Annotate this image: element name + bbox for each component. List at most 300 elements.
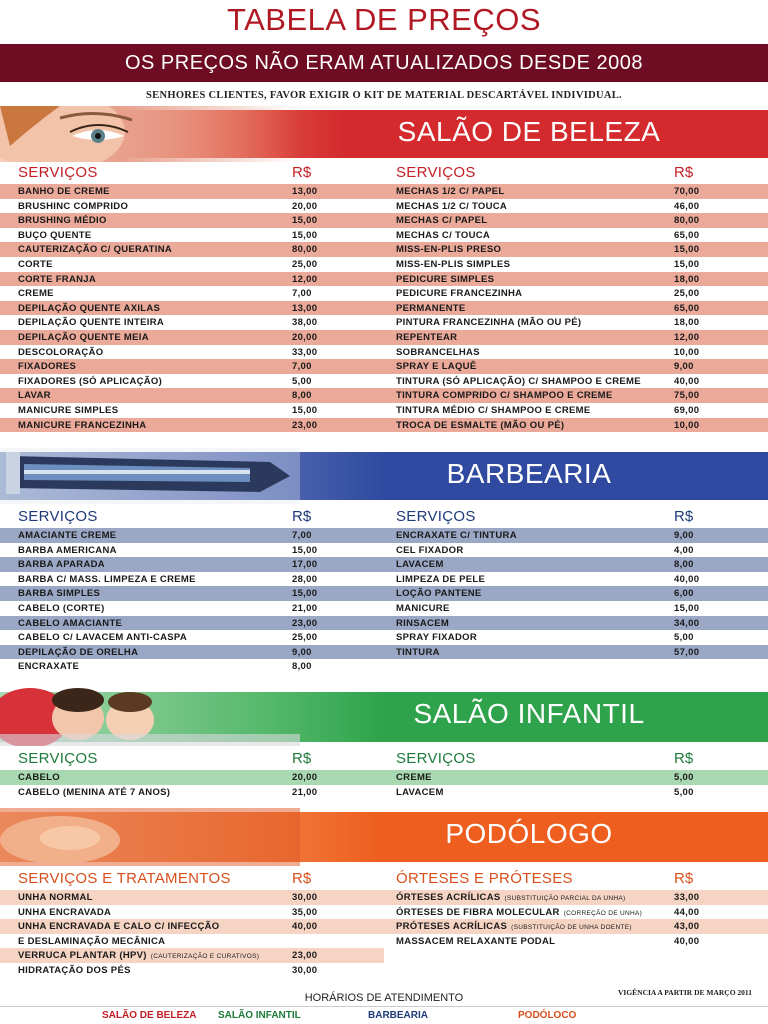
column-header	[384, 868, 768, 890]
service-price: 33,00	[674, 892, 700, 903]
table-row	[384, 257, 768, 272]
table-row	[384, 184, 768, 199]
service-name	[396, 787, 444, 798]
service-name	[18, 390, 51, 401]
service-price: 8,00	[292, 390, 312, 402]
service-name	[396, 420, 564, 431]
service-price: 15,00	[292, 588, 318, 600]
table-row	[384, 557, 768, 572]
service-name-text: MECHAS 1/2 C/ PAPEL	[396, 186, 505, 197]
table-row	[0, 616, 384, 631]
service-price: 20,00	[292, 772, 318, 783]
table-row	[0, 257, 384, 272]
service-name	[396, 618, 449, 629]
table-row	[0, 199, 384, 214]
service-price: 5,00	[674, 632, 694, 644]
podologo-left-column	[0, 868, 384, 978]
service-name-text: CABELO (CORTE)	[18, 602, 105, 614]
header-services: SERVIÇOS	[18, 750, 98, 767]
section-title-salao: SALÃO DE BELEZA	[397, 116, 661, 147]
service-name-text: MASSACEM RELAXANTE PODAL	[396, 935, 556, 947]
service-name	[18, 361, 76, 372]
service-name	[18, 201, 128, 212]
service-price: 9,00	[292, 646, 312, 658]
banner-podologo	[0, 808, 768, 866]
subtitle-bar: OS PREÇOS NÃO ERAM ATUALIZADOS DESDE 2008	[0, 44, 768, 82]
service-name	[396, 215, 487, 226]
service-name-text: ÓRTESES DE FIBRA MOLECULAR	[396, 906, 560, 918]
service-name-text: BUÇO QUENTE	[18, 229, 92, 241]
service-name-text: PRÓTESES ACRÍLICAS	[396, 921, 508, 933]
service-name-text: MECHAS C/ PAPEL	[396, 215, 488, 227]
table-row	[384, 374, 768, 389]
woman-face-photo	[0, 106, 300, 162]
salao-left-column	[0, 162, 384, 432]
service-name-text: ÓRTESES ACRÍLICAS	[396, 892, 501, 903]
service-price: 7,00	[292, 530, 312, 541]
service-name-text: RINSACEM	[396, 617, 450, 629]
page-title: TABELA DE PREÇOS	[226, 2, 542, 37]
service-price: 30,00	[292, 892, 318, 903]
service-name	[396, 259, 510, 270]
table-row	[384, 890, 768, 905]
service-name	[18, 405, 118, 416]
service-price: 75,00	[674, 390, 700, 402]
service-name-text: ENCRAXATE	[18, 661, 80, 673]
service-name	[18, 787, 170, 798]
table-row	[0, 272, 384, 287]
service-price: 8,00	[674, 559, 694, 571]
service-price: 44,00	[674, 906, 700, 918]
infantil-left-column	[0, 748, 384, 799]
table-row	[0, 528, 384, 543]
service-name	[18, 186, 110, 197]
table-row	[384, 905, 768, 920]
service-name	[18, 288, 54, 299]
service-name-text: CABELO	[18, 772, 60, 783]
table-row	[384, 272, 768, 287]
table-row	[0, 785, 384, 800]
table-row	[384, 228, 768, 243]
service-name-text: CABELO AMACIANTE	[18, 617, 123, 629]
notice-text: SENHORES CLIENTES, FAVOR EXIGIR O KIT DE MATERIAL DESCARTÁVEL INDIVIDUAL.	[146, 90, 622, 101]
table-row	[0, 963, 384, 978]
service-name	[18, 530, 116, 541]
service-name	[396, 588, 482, 599]
service-name	[396, 647, 440, 658]
table-row	[384, 586, 768, 601]
service-price: 12,00	[292, 273, 318, 285]
service-name	[18, 661, 79, 672]
service-name-text: BRUSHING MÉDIO	[18, 215, 107, 227]
service-name	[18, 230, 92, 241]
service-name	[396, 632, 477, 643]
banner-infantil	[0, 688, 768, 746]
table-row	[384, 418, 768, 433]
service-name	[396, 405, 591, 416]
service-price: 20,00	[292, 200, 318, 212]
service-name-text: BARBA APARADA	[18, 559, 105, 571]
service-name	[396, 244, 501, 255]
service-name	[396, 772, 432, 783]
footer-item-infantil: SALÃO INFANTIL	[218, 1010, 301, 1021]
service-name-text: TINTURA MÉDIO C/ SHAMPOO E CREME	[396, 404, 591, 416]
service-name	[18, 647, 138, 658]
service-price: 25,00	[674, 288, 700, 300]
service-name-text: REPENTEAR	[396, 331, 458, 343]
service-price: 9,00	[674, 530, 694, 541]
service-name-text: CABELO (MENINA ATÉ 7 ANOS)	[18, 786, 171, 798]
service-name	[18, 420, 146, 431]
table-row	[384, 770, 768, 785]
service-price: 15,00	[292, 404, 318, 416]
service-price: 20,00	[292, 331, 318, 343]
service-name	[18, 274, 96, 285]
table-row	[0, 301, 384, 316]
service-name-text: UNHA NORMAL	[18, 892, 93, 903]
service-name	[396, 376, 641, 387]
service-name-text: TINTURA	[396, 646, 440, 658]
table-row	[384, 528, 768, 543]
service-price: 4,00	[674, 544, 694, 556]
service-name	[18, 907, 111, 918]
service-name	[18, 772, 60, 783]
service-price: 65,00	[674, 229, 700, 241]
section-title-barbearia: BARBEARIA	[446, 458, 612, 489]
service-price: 43,00	[674, 921, 700, 933]
salao-right-column	[384, 162, 768, 432]
table-row	[384, 572, 768, 587]
table-row	[0, 315, 384, 330]
service-name	[18, 545, 117, 556]
service-name-text: TROCA DE ESMALTE (MÃO OU PÉ)	[396, 419, 565, 431]
service-price: 40,00	[674, 573, 700, 585]
barbearia-left-column	[0, 506, 384, 674]
podologo-right-column	[384, 868, 768, 948]
table-row	[384, 616, 768, 631]
service-name-text: ENCRAXATE C/ TINTURA	[396, 530, 517, 541]
service-price: 15,00	[674, 258, 700, 270]
service-name	[396, 907, 642, 918]
service-name-text: CREME	[18, 288, 54, 300]
table-row	[0, 374, 384, 389]
table-row	[384, 315, 768, 330]
table-row	[0, 586, 384, 601]
table-row	[384, 543, 768, 558]
service-name-text: CAUTERIZAÇÃO C/ QUERATINA	[18, 244, 173, 256]
service-name	[18, 347, 103, 358]
service-price: 69,00	[674, 404, 700, 416]
service-name-text: BANHO DE CREME	[18, 186, 110, 197]
table-row	[384, 345, 768, 360]
service-name-text: PINTURA FRANCEZINHA (MÃO OU PÉ)	[396, 317, 582, 329]
table-row	[384, 286, 768, 301]
service-name-text: BARBA SIMPLES	[18, 588, 101, 600]
column-header	[0, 748, 384, 770]
service-price: 57,00	[674, 646, 700, 658]
header-services: ÓRTESES E PRÓTESES	[396, 870, 573, 887]
service-price: 15,00	[292, 229, 318, 241]
service-name	[396, 559, 444, 570]
header-price: R$	[674, 164, 694, 181]
service-name-text: DEPILAÇÃO DE ORELHA	[18, 646, 139, 658]
service-name	[396, 317, 581, 328]
service-name-text: HIDRATAÇÃO DOS PÉS	[18, 964, 131, 976]
service-name-text: LAVACEM	[396, 559, 444, 571]
service-name	[18, 215, 107, 226]
service-price: 38,00	[292, 317, 318, 329]
table-row	[384, 645, 768, 660]
service-price: 5,00	[674, 772, 694, 783]
footer-item-salao: SALÃO DE BELEZA	[102, 1010, 197, 1021]
service-name	[396, 274, 494, 285]
service-name	[396, 603, 450, 614]
barbearia-right-column	[384, 506, 768, 659]
service-name-text: MANICURE SIMPLES	[18, 404, 119, 416]
header-price: R$	[292, 164, 312, 181]
service-price: 23,00	[292, 419, 318, 431]
service-name	[18, 559, 105, 570]
service-note: (CAUTERIZAÇÃO E CURATIVOS)	[150, 953, 260, 961]
service-price: 5,00	[292, 375, 312, 387]
service-name	[396, 574, 485, 585]
service-price: 21,00	[292, 786, 318, 798]
header-price: R$	[674, 508, 694, 525]
table-row	[0, 286, 384, 301]
service-price: 5,00	[674, 786, 694, 798]
section-title-podologo: PODÓLOGO	[445, 818, 613, 849]
service-name	[396, 186, 504, 197]
table-row	[384, 388, 768, 403]
table-row	[384, 403, 768, 418]
header-services: SERVIÇOS	[396, 164, 476, 181]
service-name-text: BRUSHINC COMPRIDO	[18, 200, 129, 212]
service-name	[396, 390, 613, 401]
service-name-text: UNHA ENCRAVADA	[18, 906, 112, 918]
service-price: 25,00	[292, 258, 318, 270]
table-row	[0, 359, 384, 374]
service-price: 15,00	[674, 244, 700, 256]
service-name	[18, 892, 93, 903]
header-services: SERVIÇOS	[396, 508, 476, 525]
footer-divider	[0, 1006, 768, 1007]
service-price: 70,00	[674, 186, 700, 197]
column-header	[384, 506, 768, 528]
table-row	[0, 557, 384, 572]
service-price: 21,00	[292, 602, 318, 614]
footer-title: HORÁRIOS DE ATENDIMENTO	[304, 992, 464, 1004]
service-name	[396, 530, 517, 541]
service-name-text: LAVACEM	[396, 786, 444, 798]
infantil-right-column	[384, 748, 768, 799]
service-name-text: FIXADORES (SÓ APLICAÇÃO)	[18, 375, 163, 387]
header-price: R$	[674, 750, 694, 767]
service-name	[396, 347, 480, 358]
service-name-text: TINTURA COMPRIDO C/ SHAMPOO E CREME	[396, 390, 613, 402]
service-price: 33,00	[292, 346, 318, 358]
section-title-infantil: SALÃO INFANTIL	[413, 698, 645, 729]
service-name-text: MECHAS C/ TOUCA	[396, 229, 491, 241]
service-price: 46,00	[674, 200, 700, 212]
service-name-text: AMACIANTE CREME	[18, 530, 117, 541]
service-price: 25,00	[292, 632, 318, 644]
service-price: 9,00	[674, 361, 694, 373]
service-name-text: LIMPEZA DE PELE	[396, 573, 486, 585]
service-name	[396, 892, 625, 903]
service-price: 80,00	[674, 215, 700, 227]
service-name	[18, 317, 164, 328]
table-row	[0, 659, 384, 674]
column-header	[0, 162, 384, 184]
service-price: 8,00	[292, 661, 312, 673]
service-name-text: PEDICURE SIMPLES	[396, 273, 495, 285]
service-name	[396, 545, 464, 556]
service-price: 7,00	[292, 361, 312, 373]
service-note: (SUBSTITUIÇÃO DE UNHA DOENTE)	[511, 924, 632, 932]
service-name-text: MISS-EN-PLIS PRESO	[396, 244, 502, 256]
table-row	[0, 330, 384, 345]
service-name	[18, 574, 196, 585]
service-name	[396, 332, 457, 343]
column-header	[0, 868, 384, 890]
table-row	[0, 388, 384, 403]
service-name	[18, 950, 259, 961]
banner-salao	[0, 106, 768, 162]
table-row	[0, 345, 384, 360]
service-name-text: LAVAR	[18, 390, 51, 402]
service-name	[396, 201, 507, 212]
service-name-text: BARBA AMERICANA	[18, 544, 117, 556]
service-price: 23,00	[292, 617, 318, 629]
service-name-text: CORTE FRANJA	[18, 273, 97, 285]
service-name-text: LOÇÃO PANTENE	[396, 588, 482, 600]
service-price: 6,00	[674, 588, 694, 600]
table-row	[384, 213, 768, 228]
header-services: SERVIÇOS	[18, 508, 98, 525]
service-name-text: PERMANENTE	[396, 302, 466, 314]
service-name	[18, 965, 131, 976]
service-note: (SUBSTITUIÇÃO PARCIAL DA UNHA)	[504, 895, 626, 902]
service-name	[18, 303, 160, 314]
foot-photo	[0, 808, 300, 866]
service-name	[18, 936, 165, 947]
service-price: 30,00	[292, 964, 318, 976]
table-row	[0, 905, 384, 920]
service-name	[18, 332, 149, 343]
column-header	[0, 506, 384, 528]
table-row	[0, 572, 384, 587]
service-price: 80,00	[292, 244, 318, 256]
service-name	[18, 244, 172, 255]
service-name-text: DESCOLORAÇÃO	[18, 346, 104, 358]
table-row	[384, 785, 768, 800]
table-row	[384, 330, 768, 345]
table-row	[0, 228, 384, 243]
table-row	[0, 645, 384, 660]
table-row	[0, 890, 384, 905]
table-row	[0, 242, 384, 257]
service-name-text: E DESLAMINAÇÃO MECÂNICA	[18, 935, 166, 947]
service-name	[396, 936, 555, 947]
table-row	[384, 242, 768, 257]
service-price: 35,00	[292, 906, 318, 918]
service-price: 65,00	[674, 302, 700, 314]
service-price: 34,00	[674, 617, 700, 629]
service-name-text: SPRAY FIXADOR	[396, 632, 477, 644]
header-price: R$	[292, 750, 312, 767]
children-photo	[0, 688, 300, 746]
table-row	[384, 199, 768, 214]
service-price: 13,00	[292, 302, 318, 314]
service-price: 15,00	[292, 215, 318, 227]
table-row	[0, 630, 384, 645]
service-name-text: CREME	[396, 772, 432, 783]
service-price: 40,00	[674, 375, 700, 387]
table-row	[0, 934, 384, 949]
service-price: 28,00	[292, 573, 318, 585]
table-row	[384, 630, 768, 645]
service-price: 13,00	[292, 186, 318, 197]
service-name-text: DEPILAÇÃO QUENTE AXILAS	[18, 302, 161, 314]
service-price: 10,00	[674, 346, 700, 358]
service-name-text: DEPILAÇÃO QUENTE MEIA	[18, 331, 149, 343]
service-name	[396, 361, 476, 372]
service-name-text: CABELO C/ LAVACEM ANTI-CASPA	[18, 632, 188, 644]
table-row	[384, 301, 768, 316]
column-header	[384, 162, 768, 184]
table-row	[384, 359, 768, 374]
service-name	[18, 632, 187, 643]
service-price: 23,00	[292, 950, 318, 962]
table-row	[0, 601, 384, 616]
service-name	[396, 921, 632, 932]
service-price: 40,00	[674, 935, 700, 947]
service-name-text: DEPILAÇÃO QUENTE INTEIRA	[18, 317, 165, 329]
header-price: R$	[292, 508, 312, 525]
service-name	[18, 603, 105, 614]
service-name-text: VERRUCA PLANTAR (HPV)	[18, 950, 147, 962]
footer-item-barbearia: BARBEARIA	[368, 1010, 428, 1021]
service-name-text: MANICURE	[396, 602, 450, 614]
service-price: 18,00	[674, 273, 700, 285]
service-name	[18, 588, 100, 599]
service-price: 18,00	[674, 317, 700, 329]
razor-photo	[0, 448, 300, 504]
header-services: SERVIÇOS E TRATAMENTOS	[18, 870, 231, 887]
vigencia-text: VIGÊNCIA A PARTIR DE MARÇO 2011	[618, 988, 752, 997]
service-name-text: TINTURA (SÓ APLICAÇÃO) C/ SHAMPOO E CREME	[396, 375, 641, 387]
header-services: SERVIÇOS	[18, 164, 98, 181]
service-name-text: PEDICURE FRANCEZINHA	[396, 288, 523, 300]
header-services: SERVIÇOS	[396, 750, 476, 767]
header-price: R$	[292, 870, 312, 887]
table-row	[0, 543, 384, 558]
table-row	[384, 601, 768, 616]
table-row	[0, 948, 384, 963]
table-row	[0, 184, 384, 199]
footer-item-podologo: PODÓLOCO	[518, 1010, 577, 1021]
service-name-text: SPRAY E LAQUÊ	[396, 361, 477, 373]
service-name-text: BARBA C/ MASS. LIMPEZA E CREME	[18, 573, 196, 585]
table-row	[0, 770, 384, 785]
service-name-text: SOBRANCELHAS	[396, 346, 480, 358]
service-name-text: UNHA ENCRAVADA E CALO C/ INFECÇÃO	[18, 921, 220, 933]
service-price: 17,00	[292, 559, 318, 571]
service-name-text: CEL FIXADOR	[396, 544, 464, 556]
service-name	[396, 230, 490, 241]
service-name-text: MISS-EN-PLIS SIMPLES	[396, 258, 511, 270]
table-row	[0, 213, 384, 228]
